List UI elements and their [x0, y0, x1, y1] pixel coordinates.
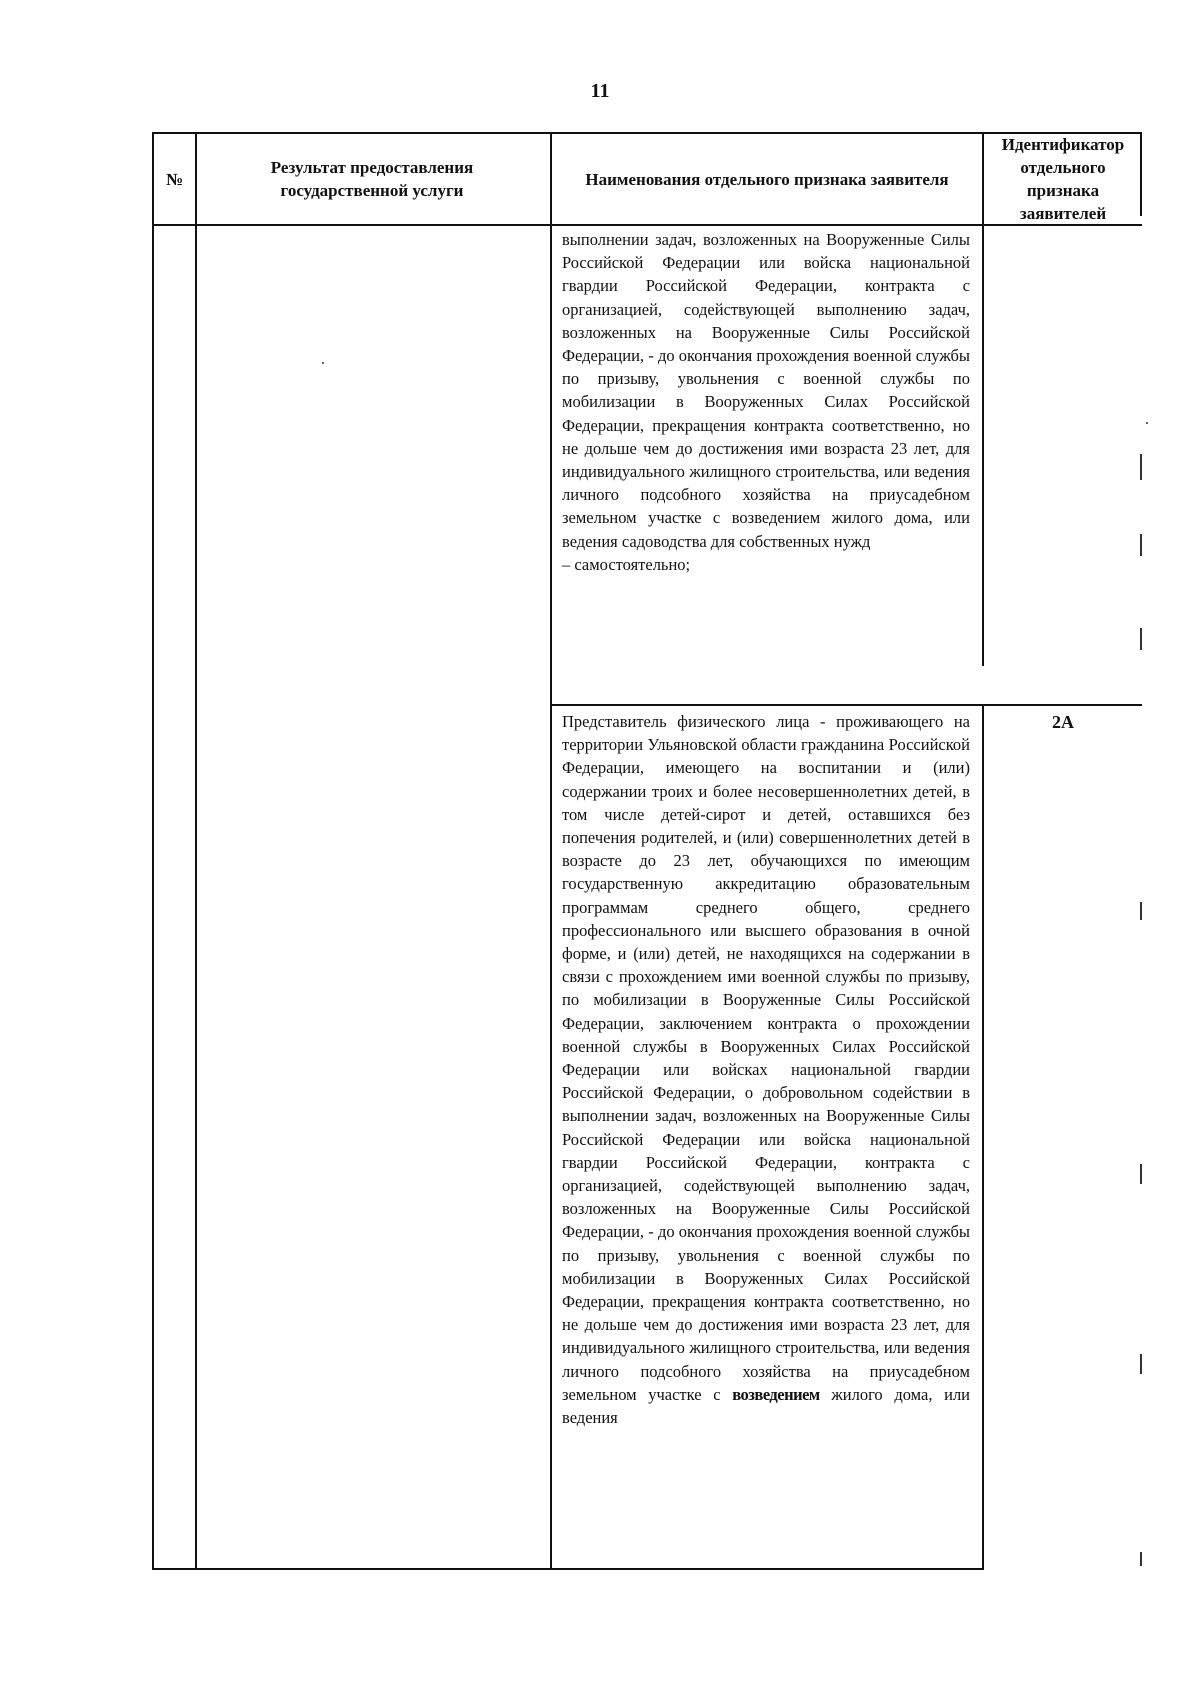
column-divider-num: [195, 132, 197, 1570]
row-divider: [550, 704, 1142, 706]
header-number: №: [165, 169, 184, 189]
criterion-text-continued-tail: – самостоятельно;: [562, 554, 691, 574]
criterion-text-2a: [562, 710, 970, 1429]
page-number: 11: [590, 80, 610, 102]
scan-mark: [1140, 628, 1142, 650]
scan-mark: [1140, 902, 1142, 920]
scan-mark: [1140, 534, 1142, 556]
scan-mark: [1140, 1552, 1142, 1566]
criterion-text-continued: [562, 228, 970, 576]
scan-speck: [322, 362, 324, 364]
scan-mark: [1140, 1354, 1142, 1374]
column-divider-name: [982, 132, 984, 666]
criterion-text-2a-end: жилого дома, или ведения: [562, 1384, 971, 1428]
scan-mark: [1140, 1164, 1142, 1184]
criterion-identifier-2a: 2А: [1052, 712, 1074, 732]
header-criterion-identifier: Идентификатор отдельного признака заявителей: [1001, 135, 1125, 223]
table-border-bottom: [152, 1568, 984, 1570]
table-border-right: [1140, 132, 1142, 216]
header-service-result: Результат предоставления государственной услуги: [270, 158, 474, 200]
applicant-criteria-table: [152, 132, 1142, 1570]
scan-speck: [1146, 422, 1148, 424]
column-divider-name-lower: [982, 704, 984, 1570]
table-border-left: [152, 132, 154, 1570]
criterion-text-2a-body: Представитель физического лица - проживающего на территории Ульяновской области гражданина Российской Федерации, имеющего на воспитании и (или) содержании троих и более несовершеннолетних детей, в том числе детей-сирот и детей, оставшихся без попечения родителей, и (или) совершеннолетних детей в возрасте до 23 лет, обучающихся по имеющим государственную аккредитацию образовательным программам среднего общего, среднего профессионального или высшего образования в очной форме, и (или) детей, не находящихся на содержании в связи с прохождением ими военной службы по призыву, по мобилизации в Вооруженные Силы Российской Федерации, заключением контракта о прохождении военной службы в Вооруженных Силах Российской Федерации или войсках национальной гвардии Российской Федерации, о добровольном содействии в выполнении задач, возложенных на Вооруженные Силы Российской Федерации или войска национальной гвардии Российской Федерации, контракта с организацией, содействующей выполнению задач, возложенных на Вооруженные Силы Российской Федерации, - до окончания прохождения военной службы по призыву, увольнения с военной службы по мобилизации в Вооруженных Силах Российской Федерации, прекращения контракта соответственно, но не дольше чем до достижения ими возраста 23 лет, для индивидуального жилищного строительства, или ведения личного подсобного хозяйства на приусадебном земельном участке с: [562, 712, 970, 1404]
scan-mark: [1140, 454, 1142, 480]
criterion-text-continued-body: выполнении задач, возложенных на Вооруженные Силы Российской Федерации или войска национальной гвардии Российской Федерации, контракта с организацией, содействующей выполнению задач, возложенных на Вооруженные Силы Российской Федерации, - до окончания прохождения военной службы по призыву, увольнения с военной службы по мобилизации в Вооруженных Силах Российской Федерации, прекращения контракта соответственно, но не дольше чем до достижения ими возраста 23 лет, для индивидуального жилищного строительства, или ведения личного подсобного хозяйства на приусадебном земельном участке с возведением жилого дома, или ведения садоводства для собственных нужд: [562, 230, 970, 551]
column-divider-result: [550, 132, 552, 1570]
criterion-text-2a-smudged-word: возведением: [732, 1384, 820, 1404]
header-criterion-name: Наименования отдельного признака заявителя: [585, 169, 949, 189]
